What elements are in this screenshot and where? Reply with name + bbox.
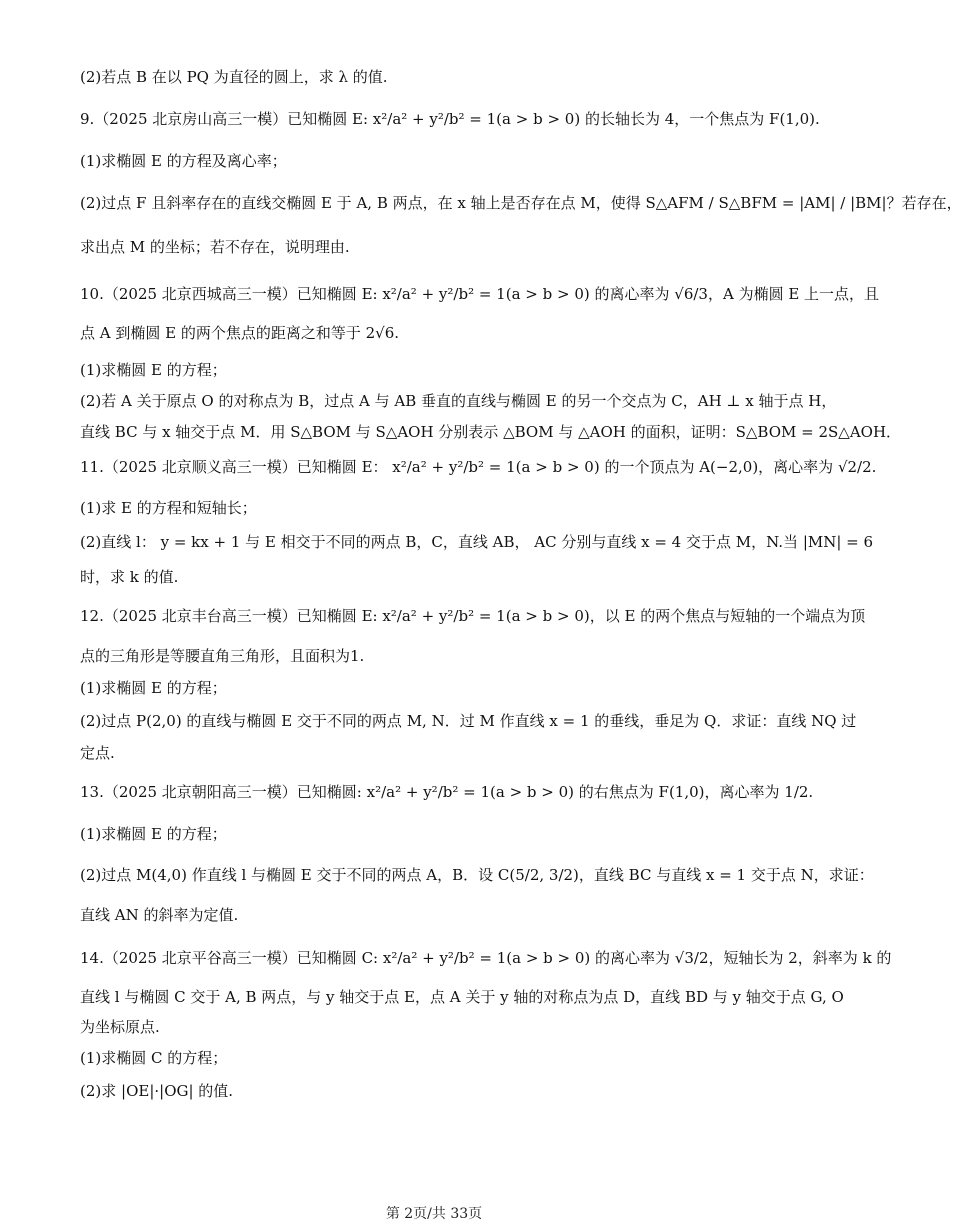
problem-9-part1: (1)求椭圆 E 的方程及离心率； (80, 152, 287, 170)
problem-12-part2-cont: 定点. (80, 744, 115, 762)
problem-11-part2: (2)直线 l： y = kx + 1 与 E 相交于不同的两点 B，C，直线 AB， AC 分别与直线 x = 4 交于点 M，N.当 |MN| = 6 (80, 533, 874, 551)
problem-11-statement: 11.（2025 北京顺义高三一模）已知椭圆 E： x²/a² + y²/b² = 1(a > b > 0) 的一个顶点为 A(−2,0)，离心率为 √2/2. (80, 458, 877, 476)
problem-10-statement: 10.（2025 北京西城高三一模）已知椭圆 E: x²/a² + y²/b² = 1(a > b > 0) 的离心率为 √6/3，A 为椭圆 E 上一点，且 (80, 285, 880, 303)
problem-8-part2: (2)若点 B 在以 PQ 为直径的圆上，求 λ 的值. (80, 68, 388, 86)
problem-13-statement: 13.（2025 北京朝阳高三一模）已知椭圆: x²/a² + y²/b² = 1(a > b > 0) 的右焦点为 F(1,0)，离心率为 1/2. (80, 783, 814, 801)
problem-12-part2: (2)过点 P(2,0) 的直线与椭圆 E 交于不同的两点 M, N．过 M 作直线 x = 1 的垂线，垂足为 Q．求证：直线 NQ 过 (80, 712, 857, 730)
problem-10-part1: (1)求椭圆 E 的方程； (80, 361, 227, 379)
problem-14-statement: 14.（2025 北京平谷高三一模）已知椭圆 C: x²/a² + y²/b² = 1(a > b > 0) 的离心率为 √3/2，短轴长为 2，斜率为 k 的 (80, 949, 892, 967)
problem-14-statement-end: 为坐标原点. (80, 1018, 160, 1036)
problem-14-part2: (2)求 |OE|·|OG| 的值. (80, 1082, 234, 1100)
problem-13-part1: (1)求椭圆 E 的方程； (80, 825, 227, 843)
problem-14-part1: (1)求椭圆 C 的方程； (80, 1049, 228, 1067)
problem-10-statement-cont: 点 A 到椭圆 E 的两个焦点的距离之和等于 2√6. (80, 324, 400, 342)
problem-9-part2-cont: 求出点 M 的坐标；若不存在，说明理由. (80, 238, 350, 256)
problem-12-part1: (1)求椭圆 E 的方程； (80, 679, 227, 697)
problem-11-part1: (1)求 E 的方程和短轴长； (80, 499, 257, 517)
problem-10-part2-cont: 直线 BC 与 x 轴交于点 M．用 S△BOM 与 S△AOH 分别表示 △BOM 与 △AOH 的面积，证明：S△BOM = 2S△AOH． (80, 423, 902, 441)
problem-11-part2-cont: 时，求 k 的值. (80, 568, 179, 586)
problem-13-part2-cont: 直线 AN 的斜率为定值. (80, 906, 239, 924)
problem-9-part2: (2)过点 F 且斜率存在的直线交椭圆 E 于 A, B 两点，在 x 轴上是否存在点 M，使得 S△AFM / S△BFM = |AM| / |BM|？若存在， (80, 194, 962, 212)
page-footer: 第 2页/共 33页 (385, 1206, 483, 1222)
problem-10-part2: (2)若 A 关于原点 O 的对称点为 B，过点 A 与 AB 垂直的直线与椭圆 E 的另一个交点为 C，AH ⊥ x 轴于点 H， (80, 392, 837, 410)
problem-12-statement-cont: 点的三角形是等腰直角三角形，且面积为1. (80, 647, 365, 665)
problem-12-statement: 12.（2025 北京丰台高三一模）已知椭圆 E: x²/a² + y²/b² = 1(a > b > 0)，以 E 的两个焦点与短轴的一个端点为顶 (80, 607, 866, 625)
problem-14-statement-cont: 直线 l 与椭圆 C 交于 A, B 两点，与 y 轴交于点 E，点 A 关于 y 轴的对称点为点 D，直线 BD 与 y 轴交于点 G, O (80, 988, 844, 1006)
problem-9-statement: 9.（2025 北京房山高三一模）已知椭圆 E: x²/a² + y²/b² = 1(a > b > 0) 的长轴长为 4，一个焦点为 F(1,0). (80, 110, 820, 128)
problem-13-part2: (2)过点 M(4,0) 作直线 l 与椭圆 E 交于不同的两点 A，B．设 C(5/2, 3/2)，直线 BC 与直线 x = 1 交于点 N，求证： (80, 866, 874, 884)
